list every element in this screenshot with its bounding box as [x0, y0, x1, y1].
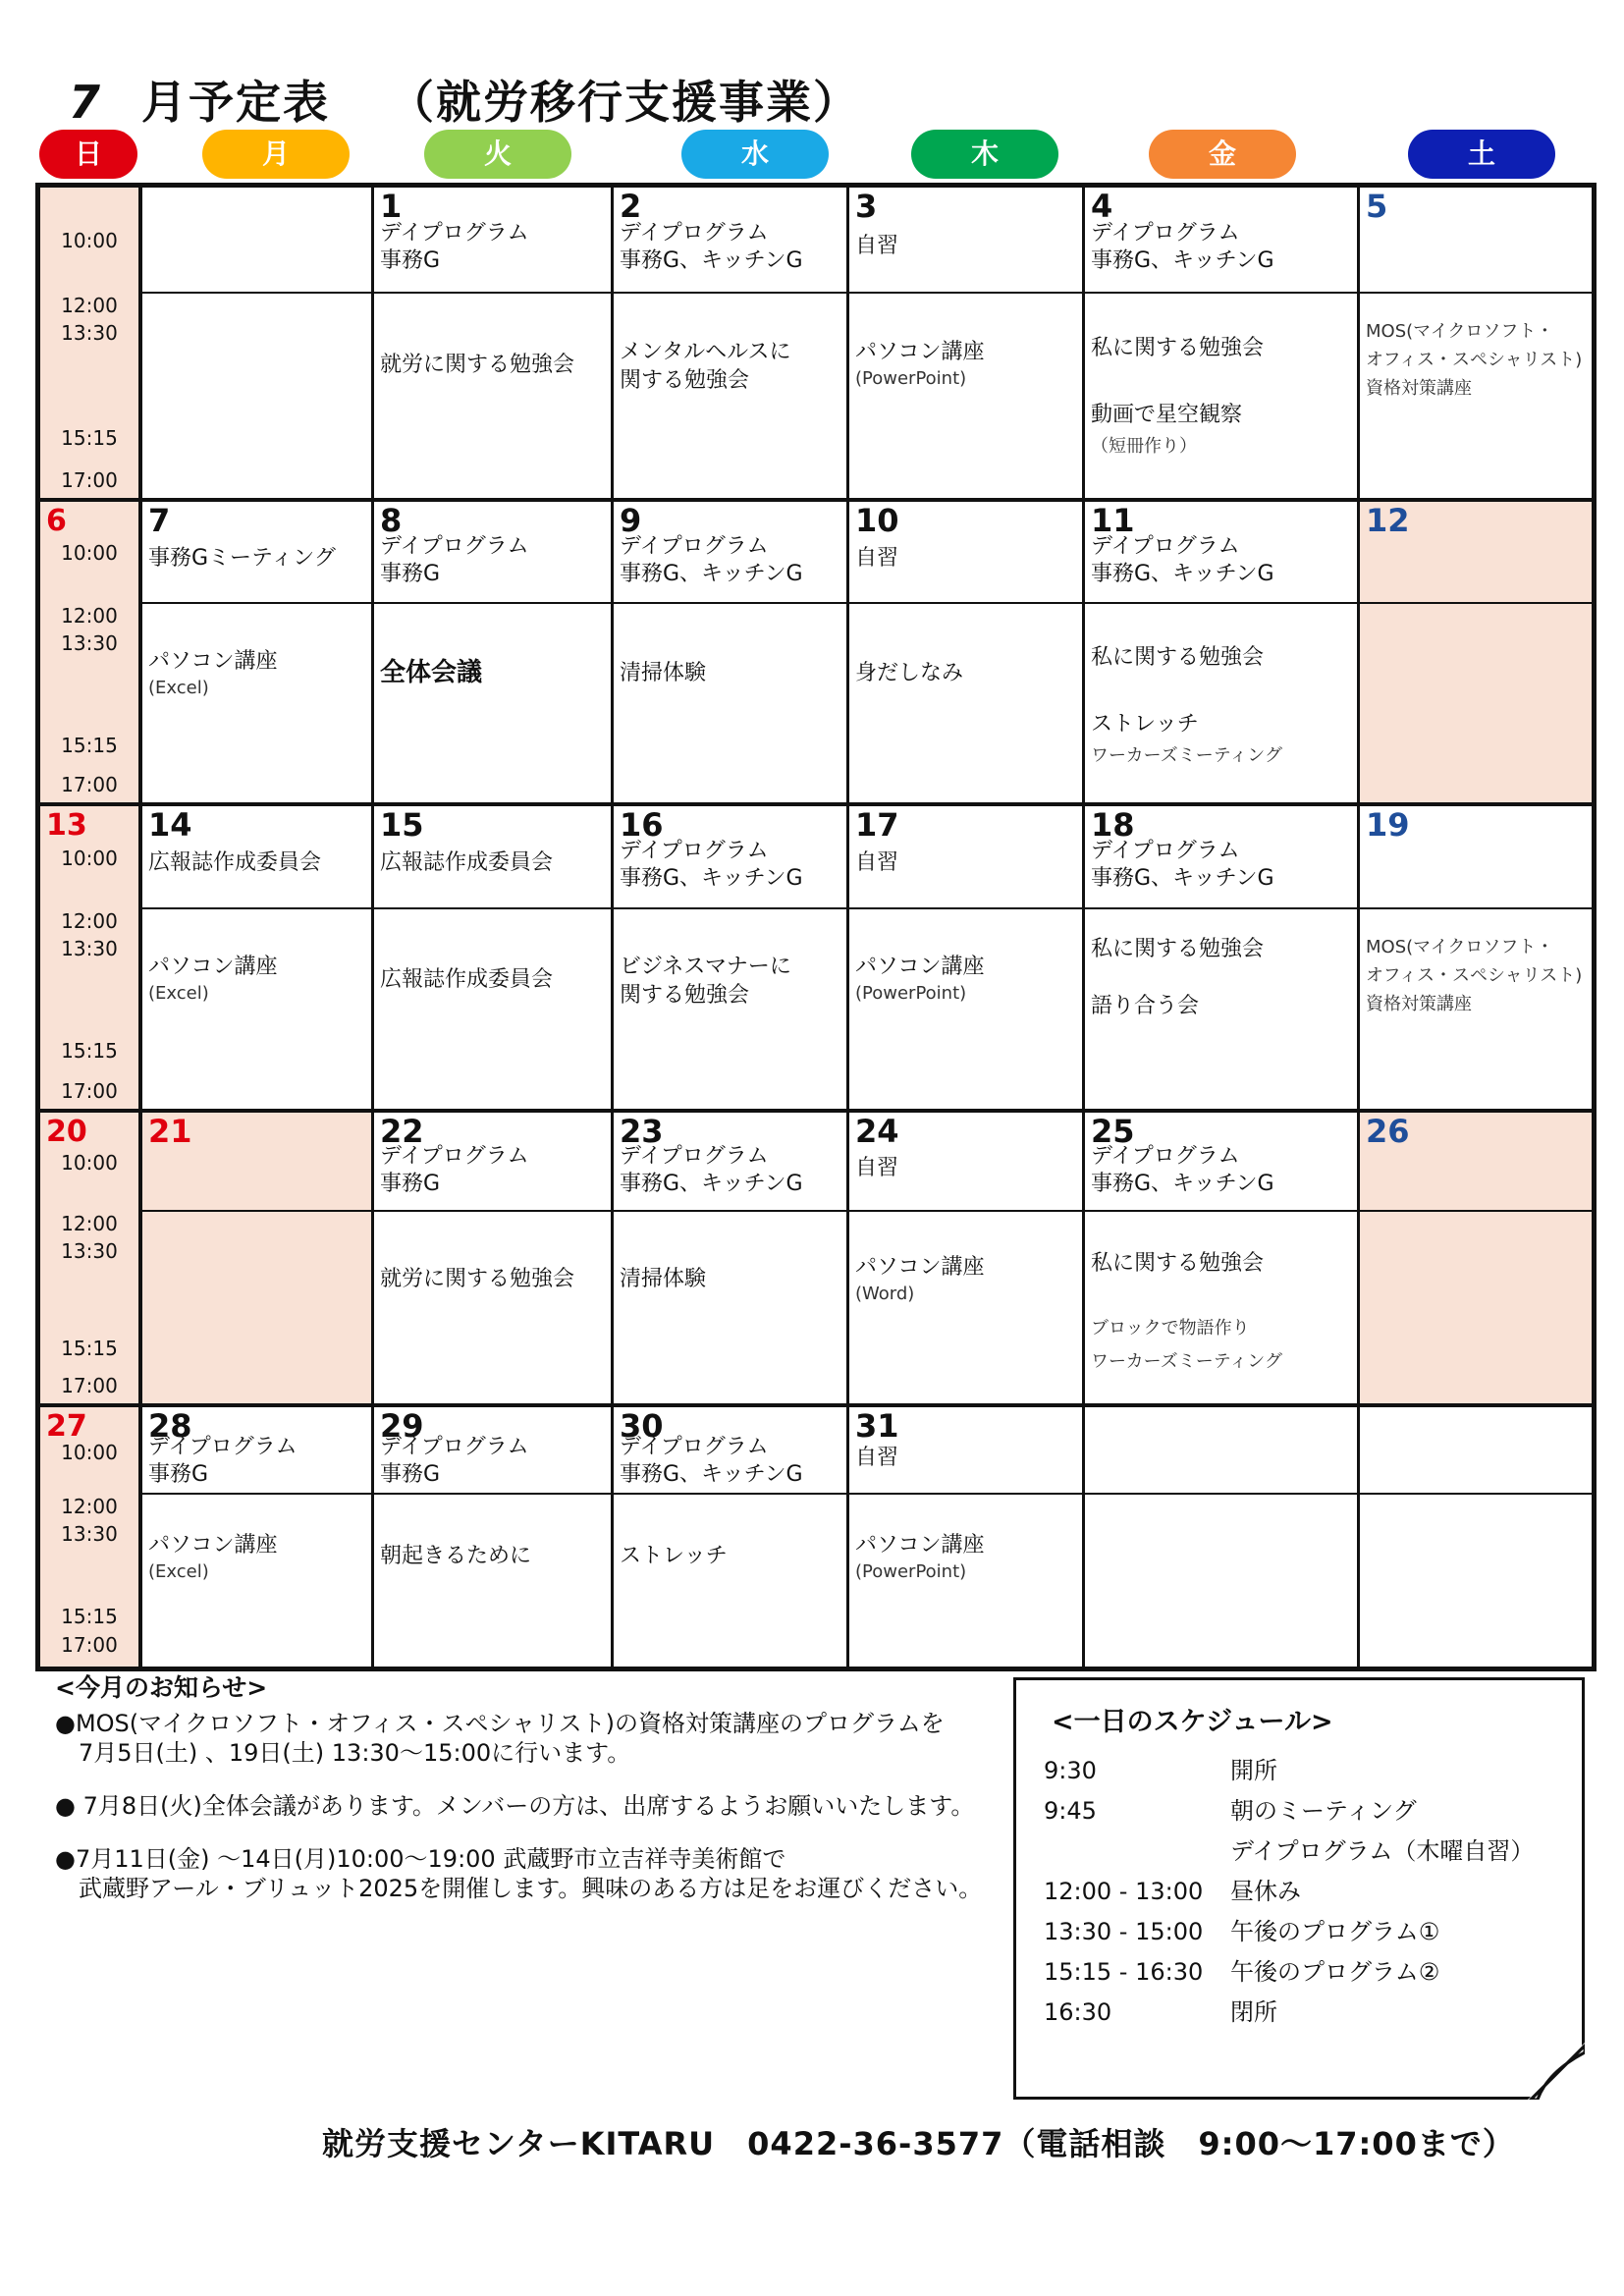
schedule-row — [1044, 1872, 1301, 1906]
pm-event: オフィス・スペシャリスト) — [1366, 965, 1583, 986]
am-event: 広報誌作成委員会 — [380, 850, 554, 876]
schedule-time: 13:30 - 15:00 — [1044, 1918, 1204, 1945]
am-event: デイプログラム — [620, 533, 769, 559]
day-number: 18 — [1091, 806, 1135, 844]
am-event: 事務G — [380, 1171, 441, 1196]
time-column — [40, 1113, 142, 1403]
footer-contact: 就労支援センターKITARU 0422-36-3577（電話相談 9:00～17:00まで） — [322, 2125, 1515, 2162]
notice-line: 7月5日(土) 、19日(土) 13:30～15:00に行います。 — [55, 1739, 631, 1767]
pm-event: (PowerPoint) — [855, 982, 967, 1004]
sunday-date: 20 — [46, 1115, 87, 1149]
calendar-day — [849, 1113, 1085, 1403]
calendar-day — [1085, 1113, 1360, 1403]
time-label: 10:00 — [61, 1151, 118, 1175]
day-number: 30 — [620, 1407, 664, 1445]
schedule-activity: 開所 — [1230, 1757, 1277, 1784]
time-label: 15:15 — [61, 1039, 118, 1064]
weekday-pill: 水 — [681, 130, 829, 179]
calendar-day — [614, 806, 849, 1109]
calendar-day — [1085, 502, 1360, 802]
am-event: デイプログラム — [380, 1143, 529, 1169]
notice-item — [55, 1709, 998, 1768]
pm-event: 私に関する勉強会 — [1091, 937, 1265, 961]
am-event: 事務G、キッチンG — [620, 247, 803, 273]
pm-event: 全体会議 — [380, 658, 483, 688]
calendar-week — [40, 502, 1592, 806]
day-number: 9 — [620, 502, 642, 539]
am-pm-divider — [374, 292, 611, 294]
pm-event: 清掃体験 — [620, 1267, 707, 1292]
pm-event: ビジネスマナーに — [620, 954, 791, 979]
pm-event: パソコン講座 — [855, 340, 985, 365]
time-label: 17:00 — [61, 1079, 118, 1103]
schedule-row — [1044, 1831, 1534, 1866]
am-event: 事務Gミーティング — [148, 545, 336, 571]
pm-event: (PowerPoint) — [855, 1560, 967, 1582]
calendar-day — [849, 188, 1085, 498]
pm-event: パソコン講座 — [855, 954, 985, 979]
day-number: 24 — [855, 1113, 899, 1150]
am-event: デイプログラム — [1091, 220, 1240, 246]
calendar-day — [1085, 1407, 1360, 1667]
day-number: 26 — [1366, 1113, 1410, 1150]
am-event: デイプログラム — [148, 1435, 298, 1460]
notice-line: ●MOS(マイクロソフト・オフィス・スペシャリスト)の資格対策講座のプログラムを — [55, 1710, 945, 1737]
calendar-day — [374, 806, 614, 1109]
am-event: 自習 — [855, 233, 899, 258]
notice-list — [55, 1709, 998, 1903]
pm-event: (Word) — [855, 1284, 915, 1305]
calendar-day — [374, 502, 614, 802]
title-sub: （就労移行支援事業） — [389, 76, 861, 129]
notice-line: ● 7月8日(火)全体会議があります。メンバーの方は、出席するようお願いいたします。 — [55, 1792, 975, 1820]
am-event: 広報誌作成委員会 — [148, 850, 322, 876]
am-pm-divider — [374, 602, 611, 604]
schedule-time: 12:00 - 13:00 — [1044, 1878, 1204, 1905]
time-label: 17:00 — [61, 1633, 118, 1657]
am-event: 事務G、キッチンG — [1091, 865, 1274, 891]
am-event: デイプログラム — [1091, 838, 1240, 863]
calendar-day — [1085, 188, 1360, 498]
am-pm-divider — [142, 1493, 371, 1495]
calendar-day — [142, 1407, 374, 1667]
pm-event: 私に関する勉強会 — [1091, 644, 1265, 670]
am-pm-divider — [374, 1210, 611, 1212]
am-pm-divider — [1360, 292, 1592, 294]
calendar-day — [1360, 806, 1592, 1109]
schedule-time: 15:15 - 16:30 — [1044, 1958, 1204, 1986]
am-pm-divider — [1085, 292, 1357, 294]
pm-event: (PowerPoint) — [855, 368, 967, 390]
page-curl-icon — [1528, 2043, 1585, 2100]
am-event: 自習 — [855, 1155, 899, 1180]
day-number: 23 — [620, 1113, 664, 1150]
am-pm-divider — [614, 907, 846, 909]
am-pm-divider — [849, 1210, 1082, 1212]
am-pm-divider — [142, 292, 371, 294]
day-number: 2 — [620, 188, 642, 225]
pm-event: 朝起きるために — [380, 1543, 532, 1568]
am-pm-divider — [142, 602, 371, 604]
am-pm-divider — [614, 602, 846, 604]
calendar-day — [1360, 1113, 1592, 1403]
am-pm-divider — [1085, 1493, 1357, 1495]
pm-event: 就労に関する勉強会 — [380, 352, 575, 377]
schedule-time: 16:30 — [1044, 1998, 1112, 2026]
weekday-pill: 木 — [911, 130, 1058, 179]
time-label: 15:15 — [61, 426, 118, 451]
pm-event: MOS(マイクロソフト・ — [1366, 321, 1554, 342]
sunday-date: 27 — [46, 1409, 87, 1444]
schedule-row — [1044, 1993, 1277, 2027]
day-number: 31 — [855, 1407, 899, 1445]
calendar-day — [849, 806, 1085, 1109]
time-label: 13:30 — [61, 937, 118, 960]
sunday-date: 13 — [46, 808, 87, 843]
pm-event: ストレッチ — [620, 1543, 728, 1568]
am-event: デイプログラム — [1091, 533, 1240, 559]
am-event: 事務G — [148, 1462, 209, 1488]
calendar-day — [849, 1407, 1085, 1667]
am-pm-divider — [1360, 602, 1592, 604]
am-event: 事務G — [380, 247, 441, 273]
am-pm-divider — [374, 1493, 611, 1495]
pm-event: 資格対策講座 — [1366, 994, 1472, 1014]
pm-event: 関する勉強会 — [620, 982, 750, 1008]
calendar-day — [1360, 1407, 1592, 1667]
pm-event: パソコン講座 — [855, 1255, 985, 1281]
time-column — [40, 1407, 142, 1667]
weekday-header — [0, 130, 1624, 181]
pm-event: ワーカーズミーティング — [1091, 744, 1282, 766]
weekday-pill: 火 — [424, 130, 571, 179]
weekday-pill: 月 — [202, 130, 350, 179]
day-number: 10 — [855, 502, 899, 539]
day-number: 22 — [380, 1113, 424, 1150]
schedule-activity: 昼休み — [1230, 1878, 1301, 1905]
am-event: 事務G、キッチンG — [620, 561, 803, 586]
schedule-activity: デイプログラム（木曜自習） — [1230, 1837, 1535, 1865]
time-label: 13:30 — [61, 1522, 118, 1546]
pm-event: 広報誌作成委員会 — [380, 966, 554, 992]
am-pm-divider — [614, 1210, 846, 1212]
time-label: 17:00 — [61, 468, 118, 492]
time-label: 10:00 — [61, 228, 118, 252]
calendar-day — [1085, 806, 1360, 1109]
schedule-row — [1044, 1791, 1417, 1826]
pm-event: (Excel) — [148, 1560, 209, 1582]
notice-item — [55, 1844, 998, 1903]
calendar-day — [614, 188, 849, 498]
calendar-grid — [35, 183, 1597, 1671]
schedule-activity: 閉所 — [1230, 1998, 1277, 2026]
day-number: 15 — [380, 806, 424, 844]
schedule-row — [1044, 1912, 1439, 1946]
schedule-activity: 午後のプログラム① — [1230, 1918, 1440, 1945]
am-pm-divider — [142, 1210, 371, 1212]
pm-event: 私に関する勉強会 — [1091, 335, 1265, 360]
am-event: デイプログラム — [620, 1143, 769, 1169]
calendar-day — [374, 188, 614, 498]
pm-event: ストレッチ — [1091, 711, 1199, 737]
calendar-day — [142, 188, 374, 498]
am-event: 事務G、キッチンG — [620, 865, 803, 891]
am-event: 事務G — [380, 1462, 441, 1488]
notice-heading: <今月のお知らせ> — [55, 1673, 268, 1702]
pm-event: (Excel) — [148, 982, 209, 1004]
time-label: 13:30 — [61, 1239, 118, 1263]
pm-event: パソコン講座 — [148, 648, 278, 674]
am-event: 事務G — [380, 561, 441, 586]
day-number: 12 — [1366, 502, 1410, 539]
am-pm-divider — [1360, 907, 1592, 909]
pm-event: MOS(マイクロソフト・ — [1366, 937, 1554, 957]
time-column — [40, 806, 142, 1109]
calendar-week — [40, 188, 1592, 502]
pm-event: （短冊作り） — [1091, 435, 1197, 457]
day-number: 5 — [1366, 188, 1388, 225]
am-event: 事務G、キッチンG — [1091, 247, 1274, 273]
schedule-activity: 朝のミーティング — [1230, 1797, 1417, 1825]
calendar-day — [614, 502, 849, 802]
notice-line: 武蔵野アール・ブリュット2025を開催します。興味のある方は足をお運びください。 — [55, 1875, 983, 1902]
time-label: 12:00 — [61, 909, 118, 933]
day-number: 14 — [148, 806, 192, 844]
pm-event: 就労に関する勉強会 — [380, 1267, 575, 1292]
pm-event: ワーカーズミーティング — [1091, 1351, 1282, 1373]
day-number: 11 — [1091, 502, 1135, 539]
pm-event: ブロックで物語作り — [1091, 1318, 1250, 1339]
am-event: 自習 — [855, 850, 899, 876]
am-event: デイプログラム — [380, 1435, 529, 1460]
calendar-week — [40, 1407, 1592, 1667]
schedule-activity: 午後のプログラム② — [1230, 1958, 1440, 1986]
calendar-day — [614, 1407, 849, 1667]
time-label: 12:00 — [61, 604, 118, 628]
pm-event: パソコン講座 — [148, 1532, 278, 1558]
weekday-pill: 土 — [1408, 130, 1555, 179]
schedule-heading: <一日のスケジュール> — [1052, 1707, 1333, 1737]
pm-event: メンタルヘルスに — [620, 340, 791, 365]
time-label: 12:00 — [61, 294, 118, 317]
am-event: 自習 — [855, 545, 899, 571]
calendar-day — [142, 502, 374, 802]
am-pm-divider — [849, 602, 1082, 604]
day-number: 7 — [148, 502, 171, 539]
pm-event: (Excel) — [148, 677, 209, 698]
calendar-day — [374, 1407, 614, 1667]
time-label: 15:15 — [61, 733, 118, 757]
calendar-day — [1360, 188, 1592, 498]
am-event: デイプログラム — [620, 220, 769, 246]
day-number: 4 — [1091, 188, 1113, 225]
calendar-week — [40, 806, 1592, 1113]
am-pm-divider — [614, 292, 846, 294]
schedule-time: 9:45 — [1044, 1797, 1097, 1825]
pm-event: 私に関する勉強会 — [1091, 1251, 1265, 1277]
schedule-time: 9:30 — [1044, 1757, 1097, 1784]
time-label: 13:30 — [61, 321, 118, 345]
day-number: 16 — [620, 806, 664, 844]
weekday-pill: 日 — [39, 130, 137, 179]
am-event: 事務G、キッチンG — [620, 1171, 803, 1196]
day-number: 29 — [380, 1407, 424, 1445]
am-pm-divider — [1360, 1493, 1592, 1495]
am-pm-divider — [1360, 1210, 1592, 1212]
day-number: 19 — [1366, 806, 1410, 844]
notice-section — [55, 1673, 998, 1903]
time-label: 12:00 — [61, 1212, 118, 1235]
calendar-day — [614, 1113, 849, 1403]
schedule-row — [1044, 1952, 1439, 1987]
page-title — [69, 67, 860, 132]
pm-event: 身だしなみ — [855, 661, 964, 686]
calendar-day — [142, 1113, 374, 1403]
pm-event: パソコン講座 — [855, 1532, 985, 1558]
day-number: 17 — [855, 806, 899, 844]
am-event: 事務G、キッチンG — [620, 1462, 803, 1488]
am-pm-divider — [849, 292, 1082, 294]
time-label: 10:00 — [61, 1441, 118, 1465]
day-number: 28 — [148, 1407, 192, 1445]
pm-event: 語り合う会 — [1091, 994, 1200, 1018]
title-month: 7 — [69, 76, 103, 129]
notice-item — [55, 1791, 998, 1821]
schedule-row — [1044, 1751, 1277, 1785]
time-label: 17:00 — [61, 773, 118, 796]
pm-event: オフィス・スペシャリスト) — [1366, 350, 1583, 370]
calendar-day — [374, 1113, 614, 1403]
time-column — [40, 502, 142, 802]
daily-schedule-box — [1013, 1677, 1585, 2100]
am-pm-divider — [374, 907, 611, 909]
day-number: 3 — [855, 188, 878, 225]
time-label: 10:00 — [61, 846, 118, 870]
time-label: 15:15 — [61, 1337, 118, 1360]
am-event: デイプログラム — [380, 220, 529, 246]
time-label: 10:00 — [61, 541, 118, 566]
am-pm-divider — [1085, 1210, 1357, 1212]
day-number: 1 — [380, 188, 403, 225]
pm-event: 動画で星空観察 — [1091, 402, 1243, 427]
calendar-week — [40, 1113, 1592, 1407]
pm-event: 資格対策講座 — [1366, 378, 1472, 399]
day-number: 8 — [380, 502, 403, 539]
am-event: 事務G、キッチンG — [1091, 561, 1274, 586]
calendar-day — [1360, 502, 1592, 802]
am-event: デイプログラム — [620, 1435, 769, 1460]
pm-event: 清掃体験 — [620, 661, 707, 686]
am-pm-divider — [849, 907, 1082, 909]
time-column — [40, 188, 142, 498]
calendar-day — [849, 502, 1085, 802]
am-pm-divider — [142, 907, 371, 909]
pm-event: 関する勉強会 — [620, 368, 750, 394]
am-event: デイプログラム — [380, 533, 529, 559]
am-event: 事務G、キッチンG — [1091, 1171, 1274, 1196]
calendar-day — [142, 806, 374, 1109]
pm-event: パソコン講座 — [148, 954, 278, 979]
day-number: 25 — [1091, 1113, 1135, 1150]
am-pm-divider — [614, 1493, 846, 1495]
am-event: デイプログラム — [620, 838, 769, 863]
sunday-date: 6 — [46, 504, 67, 538]
am-pm-divider — [1085, 602, 1357, 604]
time-label: 13:30 — [61, 631, 118, 655]
weekday-pill: 金 — [1149, 130, 1296, 179]
am-pm-divider — [1085, 907, 1357, 909]
am-pm-divider — [849, 1493, 1082, 1495]
day-number: 21 — [148, 1113, 192, 1150]
time-label: 15:15 — [61, 1604, 118, 1628]
am-event: 自習 — [855, 1445, 899, 1470]
am-event: デイプログラム — [1091, 1143, 1240, 1169]
notice-line: ●7月11日(金) ～14日(月)10:00～19:00 武蔵野市立吉祥寺美術館で — [55, 1845, 786, 1873]
title-label: 月予定表 — [141, 76, 331, 129]
time-label: 12:00 — [61, 1495, 118, 1518]
time-label: 17:00 — [61, 1374, 118, 1397]
